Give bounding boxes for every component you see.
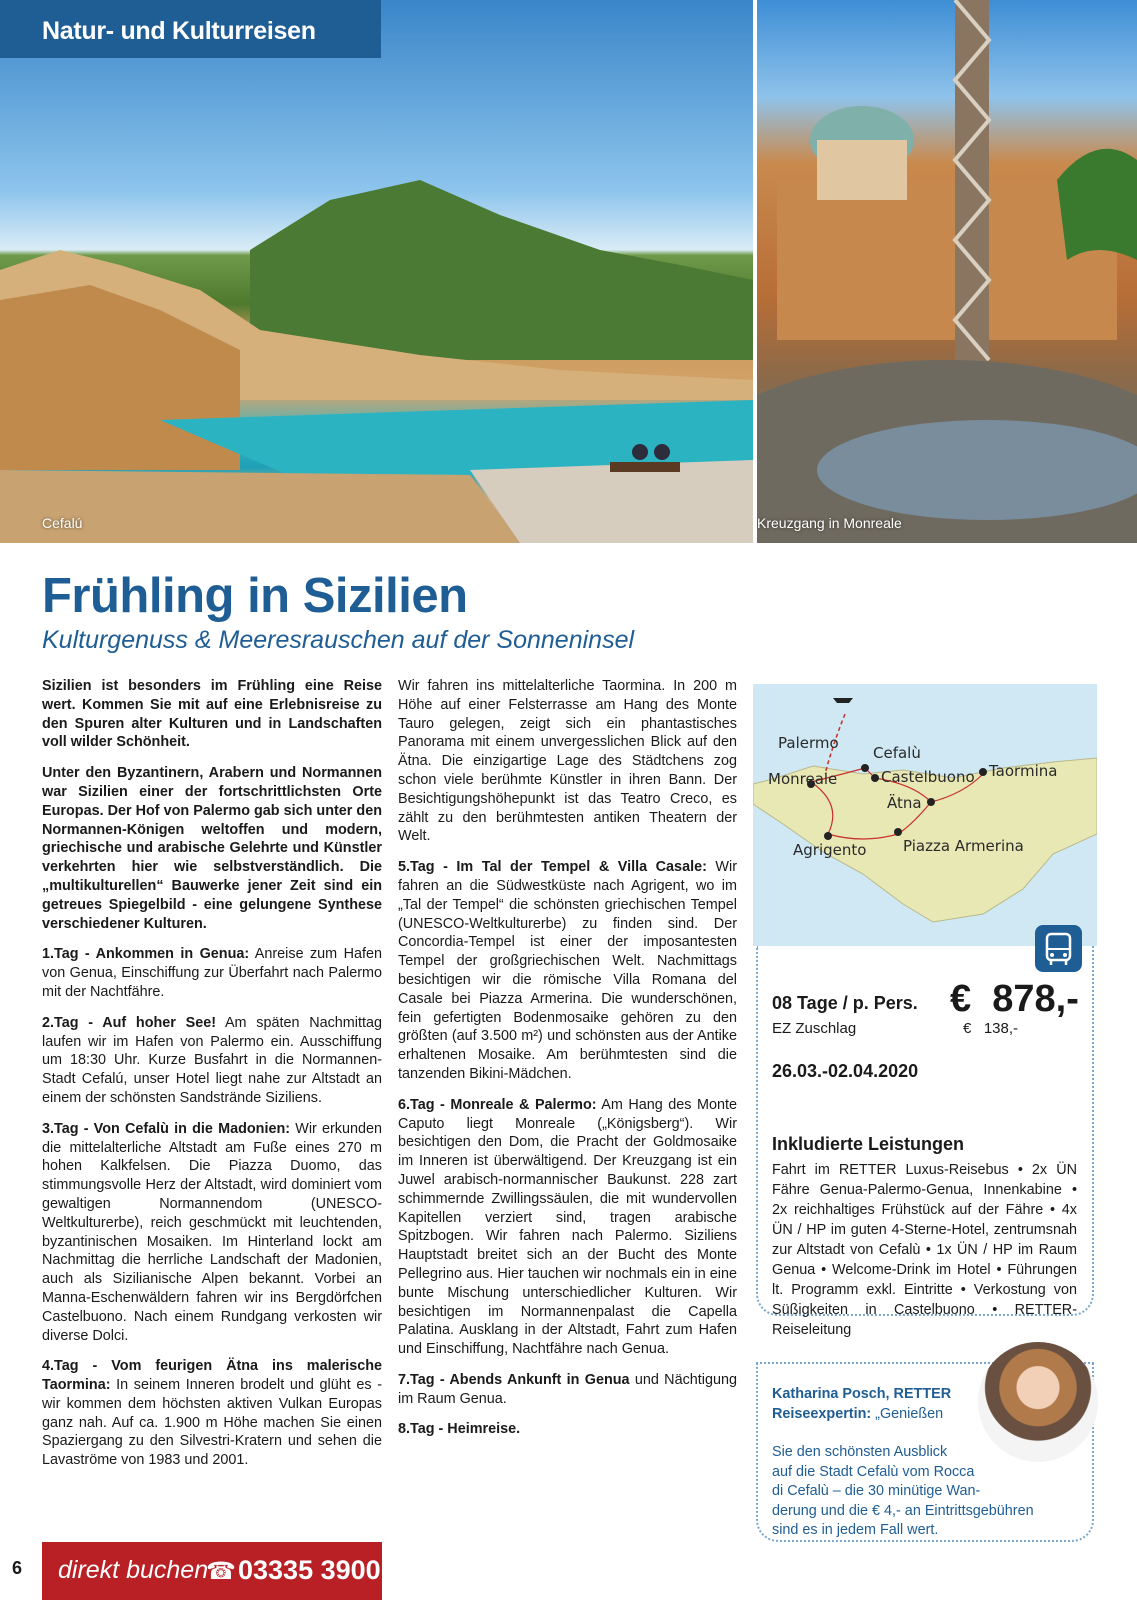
landscape-illustration <box>0 0 753 543</box>
quote-line: sind es in jedem Fall wert. <box>772 1522 939 1538</box>
day-text: Am Hang des Monte Caputo liegt Monreale („Königsberg“). Wir besichtigen den Dom, die Pracht der Goldmosaike im Inneren ist überwältigend. Der Kreuzgang ist ein Juwel arabisch-normannischer Baukunst. 228 zart schimmernde Zwillingssäulen, die mit wundervollen Kapitellen verziert sind, tragen arabische Spitzbogen. Wir fahren nach Palermo. Siziliens Hauptstadt breitet sich an der Bucht des Monte Pellegrino aus. Hier tauchen wir nochmals ein in eine bunte Mischung unterschiedlicher Kulturen. Wir besichtigen im Normannenpalast die Capella Palatina. Ausklang in der Altstadt, Fahrt zum Hafen und Einschiffung, Nachtfähre nach Genua. <box>398 1096 737 1358</box>
day-title: 3.Tag - Von Cefalù in die Madonien: <box>42 1120 291 1137</box>
day-title: 4.Tag - Vom feurigen Ätna ins malerische Taormina: <box>42 1358 382 1394</box>
day-title: 7.Tag - Abends Ankunft in Genua <box>398 1371 630 1388</box>
text-column-2 <box>398 677 737 1451</box>
intro-lead: Sizilien ist besonders im Frühling eine Reise wert. Kommen Sie mit auf eine Erlebnisreise zu den Spuren alter Kulturen und in Landschaften voll wilder Schönheit. <box>42 678 382 751</box>
day-title: 2.Tag - Auf hoher See! <box>42 1014 217 1031</box>
photo-cefalu <box>0 0 753 543</box>
map-label-piazza-armerina: Piazza Armerina <box>903 837 1024 855</box>
booking-cta: direkt buchen <box>58 1556 209 1584</box>
cloister-illustration <box>757 0 1137 543</box>
photo-caption-monreale: Kreuzgang in Monreale <box>757 515 902 531</box>
sicily-shape <box>753 684 1097 946</box>
map-label-castelbuono: Castelbuono <box>881 768 975 786</box>
day-text: Wir erkunden die mittelalterliche Altstadt am Fuße eines 270 m hohen Kalkfelsen. Die Piazza Duomo, das stimmungsvolle Herz der Altstadt, wird dominiert vom gewaltigen Normannendom (UNESCO-Weltkulturerbe), reich geschmückt mit leuchtenden, byzantinischen Mosaiken. Im Hinterland lockt am Nachmittag die herrliche Landschaft der Madonien, auch als Sizilianische Alpen bekannt. Vorbei an Manna-Eschenwäldern fahren wir ins Bergdörfchen Castelbuono. Nach einem Rundgang verkosten wir diverse Dolci. <box>42 1120 382 1344</box>
map-label-monreale: Monreale <box>768 770 838 788</box>
day-4 <box>42 1357 382 1470</box>
day-title: 5.Tag - Im Tal der Tempel & Villa Casale: <box>398 859 707 876</box>
included-title: Inkludierte Leistungen <box>772 1134 965 1154</box>
text-column-1 <box>42 677 382 1482</box>
day-title: 6.Tag - Monreale & Palermo: <box>398 1096 597 1113</box>
day-title: 8.Tag - Heimreise. <box>398 1421 521 1438</box>
day-6 <box>398 1096 737 1359</box>
photo-caption-cefalu: Cefalú <box>42 515 83 531</box>
intro-history: Unter den Byzantinern, Arabern und Normannen war Sizilien einer der fortschrittlichsten Orte Europas. Der Hof von Palermo gab sich unter den Normannen-Königen weltoffen und modern, griechische und arabische Gelehrte und Künstler verkehrten hier wie selbstverständlich. Die „multikulturellen“ Bauwerke jener Zeit sind ein getreues Spiegelbild - eine gelungene Synthese verschiedener Kulturen. <box>42 765 382 932</box>
day-text: Am späten Nachmittag laufen wir im Hafen von Palermo ein. Ausschiffung um 18:30 Uhr. Kurze Busfahrt in die Normannen-Stadt Cefalú, unser Hotel liegt nahe zur Altstadt an einem der schönsten Sandstrände Siziliens. <box>42 1014 382 1106</box>
day-5 <box>398 858 737 1084</box>
quote-line: „Genießen <box>871 1405 944 1422</box>
day-text: und Nächtigung im Raum Genua. <box>398 1371 737 1407</box>
supplement-price: € 138,- <box>963 1020 1019 1037</box>
page-title: Frühling in Sizilien <box>42 569 468 623</box>
map-label-palermo: Palermo <box>778 734 839 752</box>
map-label-cefalu: Cefalù <box>873 744 921 762</box>
expert-quote-continued <box>772 1443 1034 1541</box>
map-label-taormina: Taormina <box>989 762 1058 780</box>
supplement-label: EZ Zuschlag <box>772 1020 857 1037</box>
map-label-etna: Ätna <box>887 794 922 812</box>
quote-line: derung und die € 4,- an Eintrittsgebühren <box>772 1502 1034 1519</box>
day-8 <box>398 1420 737 1439</box>
day-title: 1.Tag - Ankommen in Genua: <box>42 946 250 963</box>
day-text: Anreise zum Hafen von Genua, Einschiffung zur Überfahrt nach Palermo mit der Nachtfähre. <box>42 946 382 1000</box>
photo-monreale-cloister <box>757 0 1137 543</box>
included-text: Fahrt im RETTER Luxus-Reisebus • 2x ÜN Fähre Genua-Palermo-Genua, Innenkabine • 2x reichhaltiges Frühstück auf der Fähre • 4x ÜN / HP im guten 4-Sterne-Hotel, zentrumsnah zur Altstadt von Cefalù • 1x ÜN / HP im Raum Genua • Welcome-Drink im Hotel • Führungen lt. Programm exkl. Eintritte • Verkostung von Süßigkeiten in Castelbuono • RETTER-Reiseleitung <box>772 1162 1077 1338</box>
day-text: In seinem Inneren brodelt und glüht es - wir kommen dem höchsten aktiven Vulkan Europas ganz nah. Auf ca. 1.900 m Höhe machen Sie einen Spaziergang zu den Silvestri-Kratern und sehen die Lavaströme von 1983 und 2001. <box>42 1377 382 1469</box>
page-number: 6 <box>12 1558 23 1578</box>
trip-duration: 08 Tage / p. Pers. <box>772 993 918 1013</box>
day-2 <box>42 1014 382 1108</box>
bus-icon <box>1035 925 1082 972</box>
day-1 <box>42 945 382 1001</box>
booking-bar[interactable] <box>42 1542 382 1600</box>
phone-icon: ☎ <box>206 1558 236 1585</box>
quote-line: auf die Stadt Cefalù vom Rocca <box>772 1463 975 1480</box>
quote-line: di Cefalù – die 30 minütige Wan- <box>772 1483 981 1499</box>
route-map <box>753 684 1097 946</box>
day-text: Wir fahren an die Südwestküste nach Agrigent, wo im „Tal der Tempel“ die schönsten griechischen Tempel (UNESCO-Weltkulturerbe) zu finden sind. Der Concordia-Tempel ist einer der imposantesten Tempel der großgriechischen Welt. Nachmittags besichtigen wir die römische Villa Romana del Casale bei Piazza Armerina. Die wunderschönen, fein gefertigten Bodenmosaike gehören zu den größten (auf 3.500 m²) und schönsten aus der Antike erhaltenen Mosaike. Am berühmtesten sind die tanzenden Bikini-Mädchen. <box>398 859 737 1082</box>
day-text: Wir fahren ins mittelalterliche Taormina. In 200 m Höhe auf einer Felsterrasse am Hang des Monte Tauro gelegen, zeigt sich ein phantastisches Panorama mit einem unvergesslichen Blick auf den Ätna. Die einzigartige Lage des Städtchens zog schon viele berühmte Künstler in ihren Bann. Der Besichtigungshöhepunkt ist das Teatro Creco, es zählt zu den berühmtesten antiken Theatern der Welt. <box>398 678 737 845</box>
travel-dates: 26.03.-02.04.2020 <box>772 1061 919 1081</box>
page-subtitle: Kulturgenuss & Meeresrauschen auf der Sonneninsel <box>42 626 635 654</box>
expert-quote <box>772 1385 982 1424</box>
price: € 878,- <box>950 978 1079 1020</box>
day-3 <box>42 1120 382 1346</box>
category-banner: Natur- und Kulturreisen <box>0 0 381 58</box>
map-label-agrigento: Agrigento <box>793 841 867 859</box>
quote-line: Sie den schönsten Ausblick <box>772 1444 948 1460</box>
phone-number[interactable]: 03335 3900 <box>238 1555 381 1585</box>
day-4-continued <box>398 677 737 846</box>
day-7 <box>398 1371 737 1409</box>
expert-name: Katharina Posch, RETTER Reiseexpertin: <box>772 1386 952 1422</box>
